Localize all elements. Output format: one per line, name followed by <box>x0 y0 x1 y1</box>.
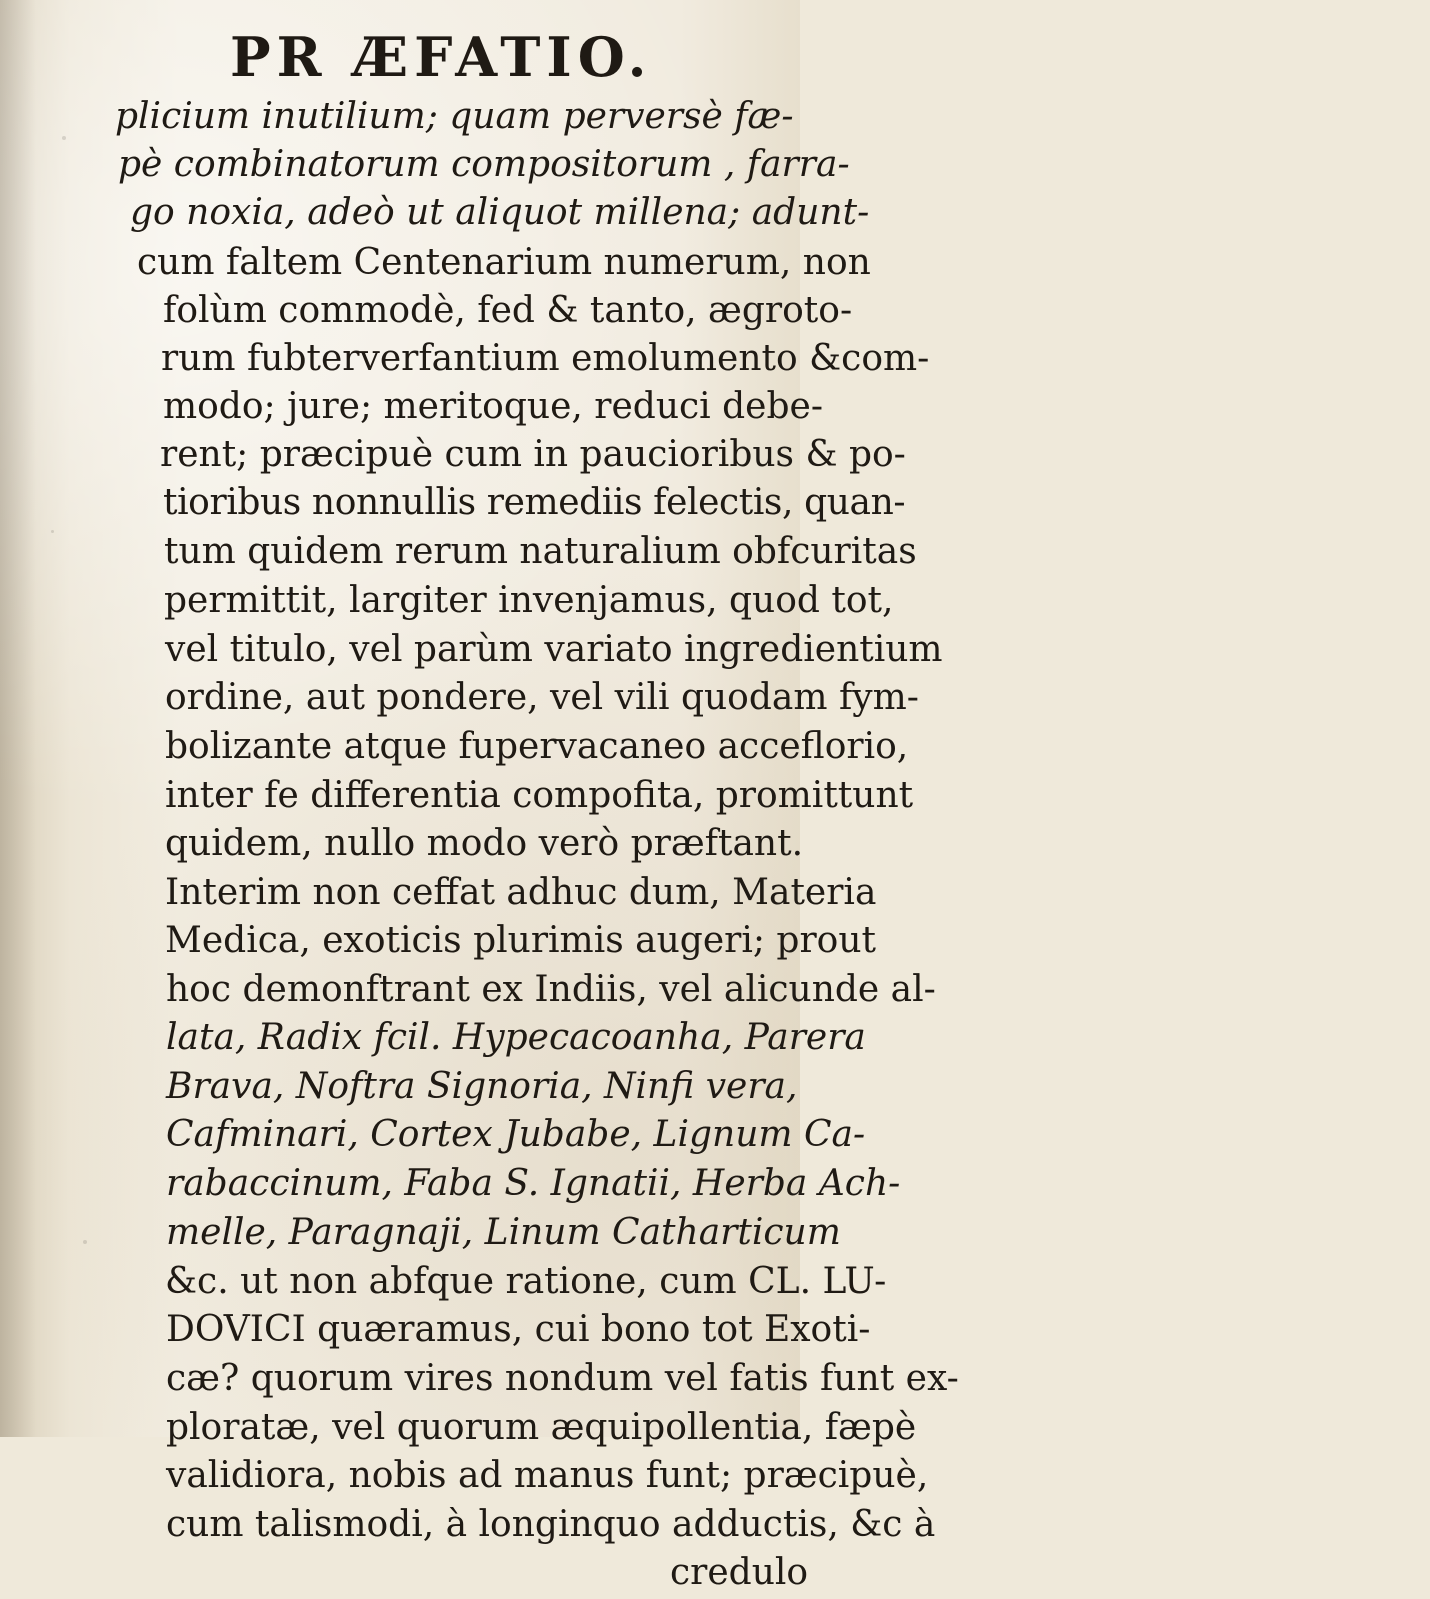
text-line-27: cæ? quorum vires nondum vel fatis funt ex- <box>166 1358 959 1399</box>
text-line-11: permittit, largiter invenjamus, quod tot, <box>164 580 894 621</box>
text-line-19: hoc demonftrant ex Indiis, vel alicunde al- <box>166 969 936 1010</box>
text-line-2: pè combinatorum compositorum , farra- <box>118 144 850 185</box>
text-line-28: ploratæ, vel quorum æquipollentia, fæpè <box>166 1407 917 1448</box>
text-line-22: Cafminari, Cortex Jubabe, Lignum Ca- <box>166 1114 866 1155</box>
text-line-14: bolizante atque fupervacaneo acceflorio, <box>165 726 909 767</box>
text-line-15: inter fe differentia compofita, promittunt <box>165 775 914 816</box>
text-line-17: Interim non ceffat adhuc dum, Materia <box>165 872 877 913</box>
text-line-4: cum faltem Centenarium numerum, non <box>137 242 871 283</box>
text-line-31: credulo <box>670 1552 809 1593</box>
text-line-13: ordine, aut pondere, vel vili quodam fym- <box>165 677 919 718</box>
paper-speck <box>62 136 66 140</box>
running-head: PR ÆFATIO. <box>230 25 653 89</box>
text-line-26: DOVICI quæramus, cui bono tot Exoti- <box>166 1309 871 1350</box>
text-line-10: tum quidem rerum naturalium obfcuritas <box>164 531 917 572</box>
text-line-7: modo; jure; meritoque, reduci debe- <box>163 386 823 427</box>
text-line-5: folùm commodè, fed & tanto, ægroto- <box>163 290 853 331</box>
text-line-9: tioribus nonnullis remediis felectis, quan- <box>163 482 906 523</box>
text-line-3: go noxia, adeò ut aliquot millena; adunt- <box>130 192 870 233</box>
text-line-25: &c. ut non abfque ratione, cum CL. LU- <box>165 1261 887 1302</box>
text-line-23: rabaccinum, Faba S. Ignatii, Herba Ach- <box>166 1163 901 1204</box>
text-line-6: rum fubterverfantium emolumento &com- <box>161 338 930 379</box>
text-line-24: melle, Paragnaji, Linum Catharticum <box>166 1212 841 1253</box>
text-line-12: vel titulo, vel parùm variato ingredientium <box>165 629 943 670</box>
text-line-30: cum talismodi, à longinquo adductis, &c à <box>166 1504 936 1545</box>
page-gutter-shadow <box>0 0 36 1437</box>
paper-speck <box>51 530 54 533</box>
text-line-8: rent; præcipuè cum in paucioribus & po- <box>160 434 906 475</box>
paper-speck <box>83 1240 87 1244</box>
text-line-16: quidem, nullo modo verò præftant. <box>165 823 804 864</box>
text-line-29: validiora, nobis ad manus funt; præcipuè, <box>166 1455 929 1496</box>
text-line-21: Brava, Noftra Signoria, Ninfi vera, <box>166 1066 798 1107</box>
text-line-20: lata, Radix fcil. Hypecacoanha, Parera <box>166 1017 866 1058</box>
text-line-18: Medica, exoticis plurimis augeri; prout <box>165 920 876 961</box>
page-header <box>230 22 660 92</box>
text-line-1: plicium inutilium; quam perversè fæ- <box>115 96 794 137</box>
